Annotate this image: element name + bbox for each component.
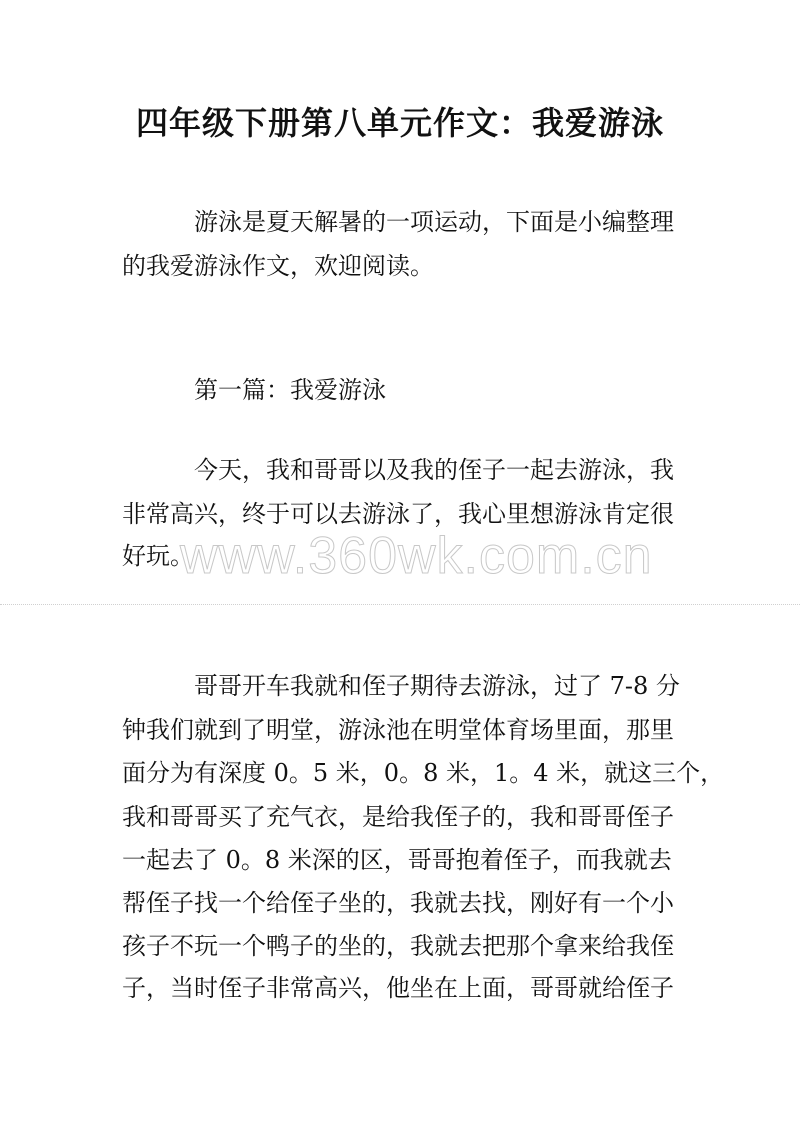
- paragraph-line: 哥哥开车我就和侄子期待去游泳，过了 7-8 分: [194, 672, 680, 700]
- paragraph-line: 非常高兴，终于可以去游泳了，我心里想游泳肯定很: [122, 500, 674, 528]
- watermark: www.360wk.com.cn: [180, 527, 653, 585]
- paragraph-line: 钟我们就到了明堂，游泳池在明堂体育场里面，那里: [122, 716, 674, 744]
- paragraph-line: 一起去了 0。8 米深的区，哥哥抱着侄子，而我就去: [122, 846, 672, 874]
- paragraph-line: 好玩。: [122, 542, 194, 570]
- section-heading: 第一篇：我爱游泳: [194, 376, 386, 404]
- paragraph-line: 我和哥哥买了充气衣，是给我侄子的，我和哥哥侄子: [122, 803, 674, 831]
- paragraph-line: 帮侄子找一个给侄子坐的，我就去找，刚好有一个小: [122, 889, 674, 917]
- paragraph-line: 面分为有深度 0。5 米，0。8 米，1。4 米，就这三个，: [122, 759, 725, 787]
- intro-line: 游泳是夏天解暑的一项运动，下面是小编整理: [194, 208, 674, 236]
- paragraph-line: 孩子不玩一个鸭子的坐的，我就去把那个拿来给我侄: [122, 932, 674, 960]
- page-separator: [0, 604, 800, 605]
- paragraph-line: 子，当时侄子非常高兴，他坐在上面，哥哥就给侄子: [122, 974, 674, 1002]
- document-title: 四年级下册第八单元作文：我爱游泳: [135, 104, 664, 142]
- paragraph-line: 今天，我和哥哥以及我的侄子一起去游泳，我: [194, 456, 674, 484]
- intro-line: 的我爱游泳作文，欢迎阅读。: [122, 252, 434, 280]
